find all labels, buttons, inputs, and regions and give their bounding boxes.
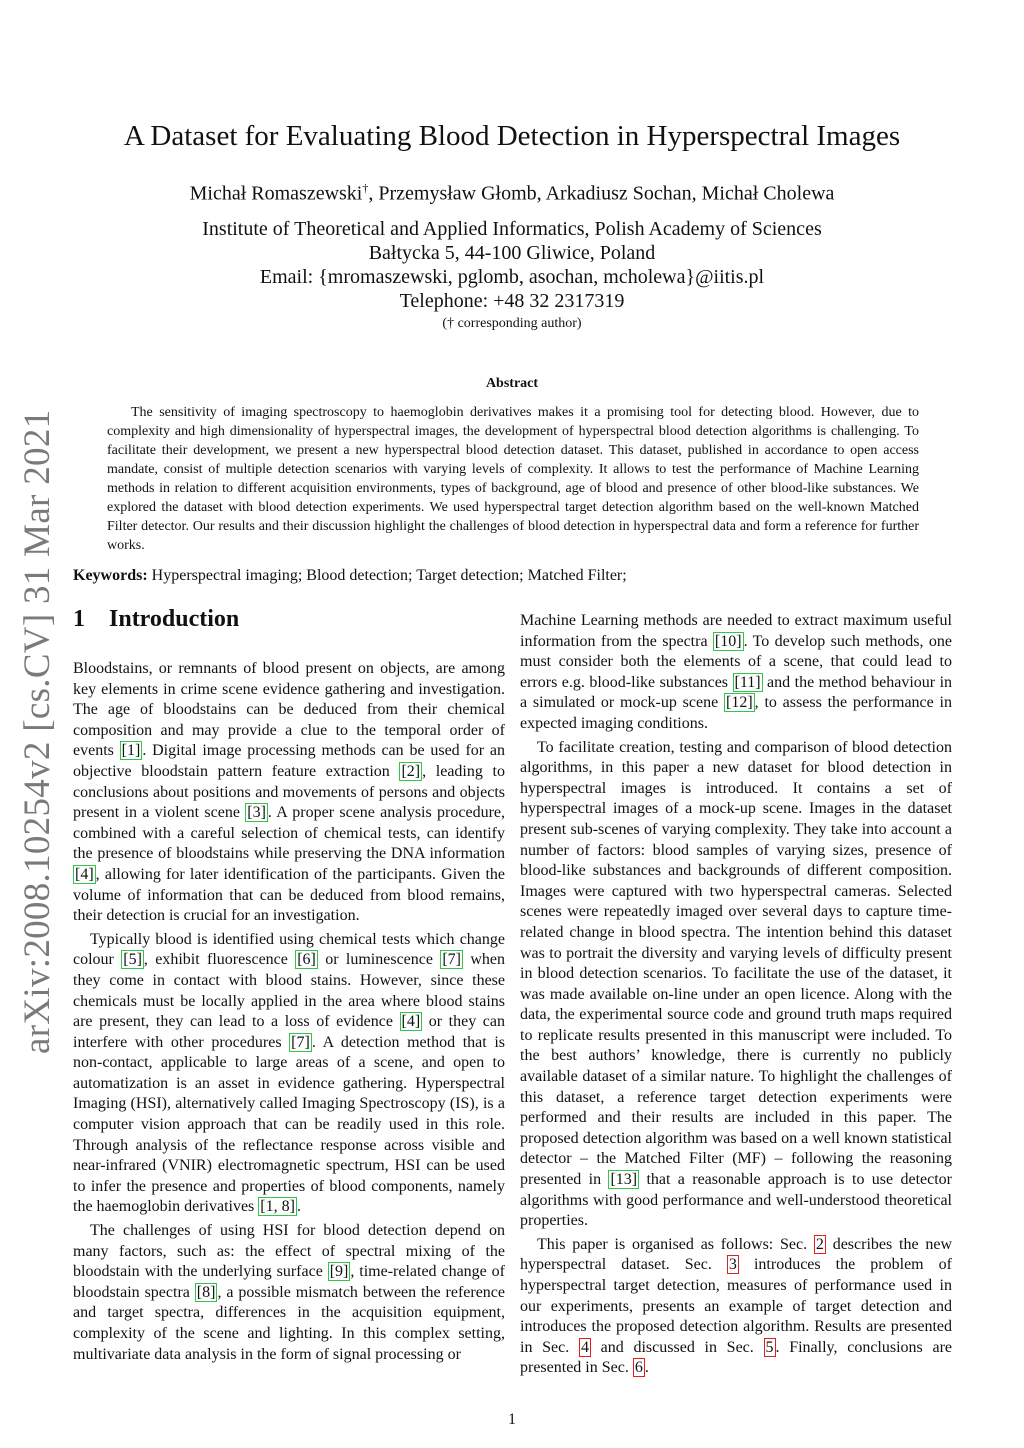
- section-ref-link[interactable]: 2: [815, 1235, 824, 1253]
- intro-paragraph: [73, 1221, 505, 1365]
- section-ref-link[interactable]: 4: [580, 1338, 589, 1356]
- author-list: [0, 175, 1024, 207]
- text-run: . Finally, conclusions are presented in Sec.: [520, 1338, 953, 1377]
- text-run: The challenges of using HSI for blood detection depend on many factors, such as: the effect of spectral mixing of the bloodstain with the underlying surface: [73, 1222, 505, 1281]
- citation-link[interactable]: [5]: [123, 951, 142, 969]
- section-ref-link[interactable]: 5: [765, 1338, 774, 1356]
- text-run: introduces the problem of hyperspectral target detection, measures of performance used in our experiments, presents an example of target detection and introduces the proposed detection algorithm. Results are presented in Sec.: [520, 1256, 953, 1356]
- citation-link[interactable]: [4]: [401, 1013, 421, 1031]
- text-run: when they come in contact with blood stains. However, since these chemicals must be locally applied in the area where blood stains are present, they can lead to a loss of evidence: [73, 951, 505, 1031]
- citation-link[interactable]: [8]: [196, 1283, 216, 1301]
- text-run: To facilitate creation, testing and comparison of blood detection algorithms, in this paper a new dataset for blood detection in hyperspectral images is introduced. It contains a set of hyperspectral images of a mock-up scene. Images in the dataset present sub-scenes of varying complexity. They take into account a number of factors: blood samples of varying sizes, presence of blood-like substances and backgrounds of different composition. Images were captured with two hyperspectral cameras. Selected scenes were repeatedly imaged over several days to capture time-related change in blood spectra. The intention behind this dataset was to portrait the diversity and varying levels of difficulty present in blood detection scenarios. To facilitate the use of the dataset, it was made available on-line under an open licence. Along with the data, the experimental source code and ground truth maps required to replicate results presented in this manuscript were included. To the best authors’ knowledge, there is currently no publicly available dataset of a similar nature. To highlight the challenges of this dataset, a reference target detection experiments were performed and their results are included in this paper. The proposed detection algorithm was based on a well known statistical detector – the Matched Filter (MF) – following the reasoning presented in: [520, 738, 952, 1189]
- affiliation-block: [0, 217, 1024, 335]
- text-run: , allowing for later identification of the participants. Given the volume of information that can be deduced from blood remains, their detection is crucial for an investigation.: [73, 865, 505, 925]
- citation-link[interactable]: [12]: [726, 694, 753, 712]
- text-run: or they can interfere with other procedures: [73, 1013, 505, 1051]
- citation-link[interactable]: [4]: [75, 865, 94, 883]
- text-run: and discussed in Sec.: [590, 1338, 764, 1356]
- email: Email: {mromaszewski, pglomb, asochan, mcholewa}@iitis.pl: [259, 266, 765, 288]
- citation-link[interactable]: [7]: [442, 951, 461, 969]
- section-heading: [73, 603, 505, 635]
- intro-paragraph: [520, 611, 952, 735]
- institute: Institute of Theoretical and Applied Informatics, Polish Academy of Sciences: [202, 218, 822, 240]
- text-run: or luminescence: [317, 951, 441, 969]
- paper-title: A Dataset for Evaluating Blood Detection in Hyperspectral Images: [123, 120, 901, 152]
- text-run: Machine Learning methods are needed to extract maximum useful information from the spectra: [520, 612, 952, 650]
- text-run: , leading to conclusions about positions and movements of persons and objects present in a violent scene: [73, 762, 505, 822]
- citation-link[interactable]: [6]: [297, 951, 316, 969]
- citation-link[interactable]: [9]: [329, 1263, 349, 1281]
- address: Bałtycka 5, 44-100 Gliwice, Poland: [368, 242, 656, 264]
- text-run: , time-related change of bloodstain spectra: [73, 1263, 505, 1301]
- first-author: Michał Romaszewski: [189, 182, 363, 205]
- keywords: [73, 566, 953, 586]
- abstract-heading: Abstract: [485, 376, 539, 391]
- text-run: . A proper scene analysis procedure, combined with a careful selection of chemical tests, can identify the presence of bloodstains while preserving the DNA information: [73, 804, 505, 863]
- abstract-text: The sensitivity of imaging spectroscopy to haemoglobin derivatives makes it a promising tool for detecting blood. However, due to complexity and high dimensionality of hyperspectral images, the development of hyperspectral blood detection algorithms is challenging. To facilitate their development, we present a new hyperspectral blood detection dataset. This dataset, published in accordance to open access mandate, consist of multiple detection scenarios with varying levels of complexity. It allows to test the performance of Machine Learning methods in relation to different acquisition environments, types of background, age of blood and presence of other blood-like substances. We explored the dataset with blood detection experiments. We used hyperspectral target detection algorithm based on the well-known Matched Filter detector. Our results and their discussion highlight the challenges of blood detection in hyperspectral data and form a reference for further works.: [107, 405, 919, 553]
- citation-link[interactable]: [10]: [714, 632, 742, 650]
- text-run: .: [296, 1198, 301, 1216]
- citation-link[interactable]: [1, 8]: [260, 1198, 295, 1216]
- right-column: [520, 611, 952, 1382]
- text-run: that a reasonable approach is to use detector algorithms with good performance and well-understood theoretical properties.: [520, 1171, 952, 1230]
- text-run: Bloodstains, or remnants of blood present on objects, are among key elements in crime scene evidence gathering and investigation. The age of bloodstains can be deduced from their chemical composition and may provide a clue to the temporal order of events: [73, 660, 505, 760]
- corresponding-mark: †: [362, 181, 369, 195]
- text-run: , a possible mismatch between the reference and target spectra, differences in the acquisition equipment, complexity of the scene and lighting. In this complex setting, multivariate data analysis in the form of signal processing or: [73, 1283, 506, 1363]
- intro-paragraph: [520, 1235, 952, 1379]
- text-run: and the method behaviour in a simulated or mock-up scene: [520, 673, 953, 712]
- section-title: Introduction: [109, 606, 240, 632]
- section-number: 1: [73, 606, 85, 632]
- text-run: .: [644, 1359, 649, 1377]
- other-authors: , Przemysław Głomb, Arkadiusz Sochan, Michał Cholewa: [368, 182, 835, 205]
- citation-link[interactable]: [2]: [401, 762, 421, 780]
- text-run: describes the new hyperspectral dataset. Sec.: [520, 1235, 953, 1274]
- citation-link[interactable]: [1]: [121, 742, 141, 760]
- text-run: . A detection method that is non-contact, applicable to large areas of a scene, and open to automatization is an asset in evidence gathering. Hyperspectral Imaging (HSI), alternatively called Imaging Spectroscopy (IS), is a computer vision approach that can be readily used in this role. Through analysis of the reflectance response across visible and near-infrared (VNIR) electromagnetic spectrum, HSI can be used to infer the presence and properties of blood components, namely the haemoglobin derivatives: [73, 1033, 506, 1216]
- citation-link[interactable]: [13]: [610, 1171, 638, 1189]
- intro-paragraph: [73, 930, 505, 1218]
- intro-paragraph: [73, 659, 505, 927]
- citation-link[interactable]: [7]: [291, 1033, 310, 1051]
- page-number: 1: [508, 1411, 516, 1428]
- left-column: [73, 603, 505, 1368]
- corresponding-note: († corresponding author): [442, 316, 582, 331]
- keywords-label: Keywords:: [73, 567, 148, 584]
- text-run: , to assess the performance in expected imaging conditions.: [520, 694, 952, 732]
- text-run: Typically blood is identified using chemical tests which change colour: [73, 930, 505, 969]
- keywords-text: Hyperspectral imaging; Blood detection; Target detection; Matched Filter;: [151, 567, 627, 584]
- section-ref-link[interactable]: 6: [634, 1359, 643, 1377]
- citation-link[interactable]: [3]: [247, 804, 266, 822]
- intro-paragraph: [520, 738, 952, 1232]
- text-run: . To develop such methods, one must consider both the elements of a scene, that could lead to errors e.g. blood-like substances: [520, 632, 952, 691]
- text-run: . Digital image processing methods can be used for an objective bloodstain pattern feature extraction: [73, 742, 505, 780]
- arxiv-watermark: arXiv:2008.10254v2 [cs.CV] 31 Mar 2021: [17, 409, 58, 1054]
- telephone: Telephone: +48 32 2317319: [399, 290, 625, 312]
- text-run: This paper is organised as follows: Sec.: [537, 1235, 814, 1253]
- text-run: , exhibit fluorescence: [143, 951, 296, 969]
- section-ref-link[interactable]: 3: [728, 1256, 737, 1274]
- citation-link[interactable]: [11]: [734, 673, 761, 691]
